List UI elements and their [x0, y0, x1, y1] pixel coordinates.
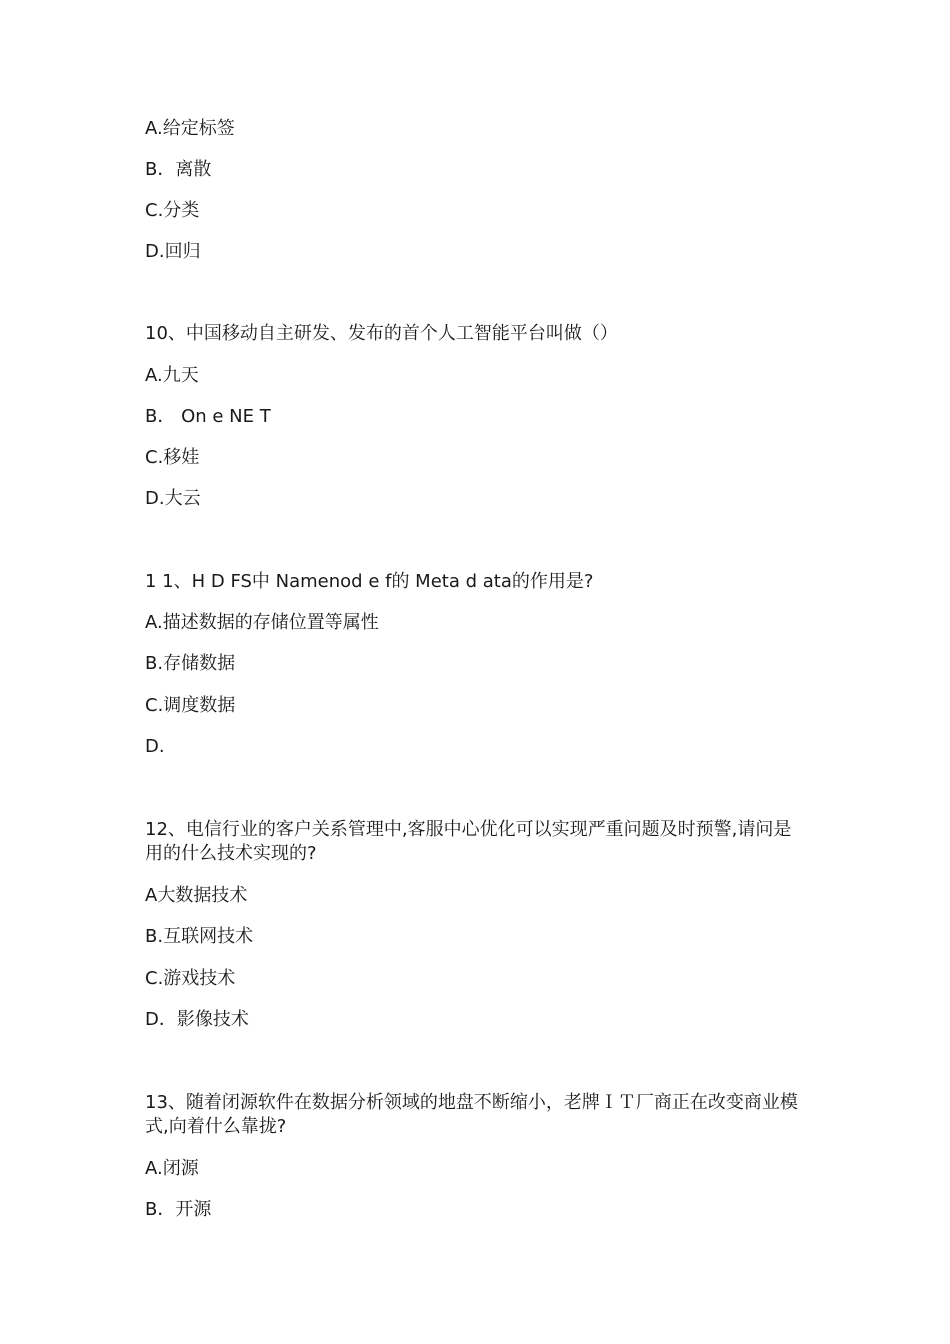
question-10-option-a: A.九天 [145, 365, 199, 386]
question-12-option-a: A大数据技术 [145, 885, 248, 906]
question-11-option-d: D. [145, 736, 165, 757]
option-a: A.给定标签 [145, 118, 235, 139]
question-12-option-c: C.游戏技术 [145, 968, 236, 989]
question-11-option-c: C.调度数据 [145, 695, 236, 716]
option-d: D.回归 [145, 241, 201, 262]
question-11-option-a: A.描述数据的存储位置等属性 [145, 612, 379, 633]
question-11-title: 1 1、H D FS中 Namenod e f的 Meta d ata的作用是? [145, 571, 594, 592]
question-13-option-b: B．开源 [145, 1199, 212, 1220]
option-c: C.分类 [145, 200, 200, 221]
question-12-title: 12、电信行业的客户关系管理中,客服中心优化可以实现严重问题及时预警,请问是用的什么技术实现的? [145, 819, 792, 864]
question-10-option-d: D.大云 [145, 488, 201, 509]
question-12-option-d: D．影像技术 [145, 1009, 249, 1030]
question-13-title: 13、随着闭源软件在数据分析领域的地盘不断缩小，老牌ＩＴ厂商正在改变商业模式,向着什么靠拢? [145, 1092, 798, 1137]
question-10-title: 10、中国移动自主研发、发布的首个人工智能平台叫做（） [145, 323, 618, 344]
question-11-option-b: B.存储数据 [145, 653, 236, 674]
option-b: B．离散 [145, 159, 212, 180]
question-13-option-a: A.闭源 [145, 1158, 199, 1179]
question-10-option-b: B． On e NE T [145, 406, 271, 427]
question-12-option-b: B.互联网技术 [145, 926, 254, 947]
question-10-option-c: C.移娃 [145, 447, 200, 468]
